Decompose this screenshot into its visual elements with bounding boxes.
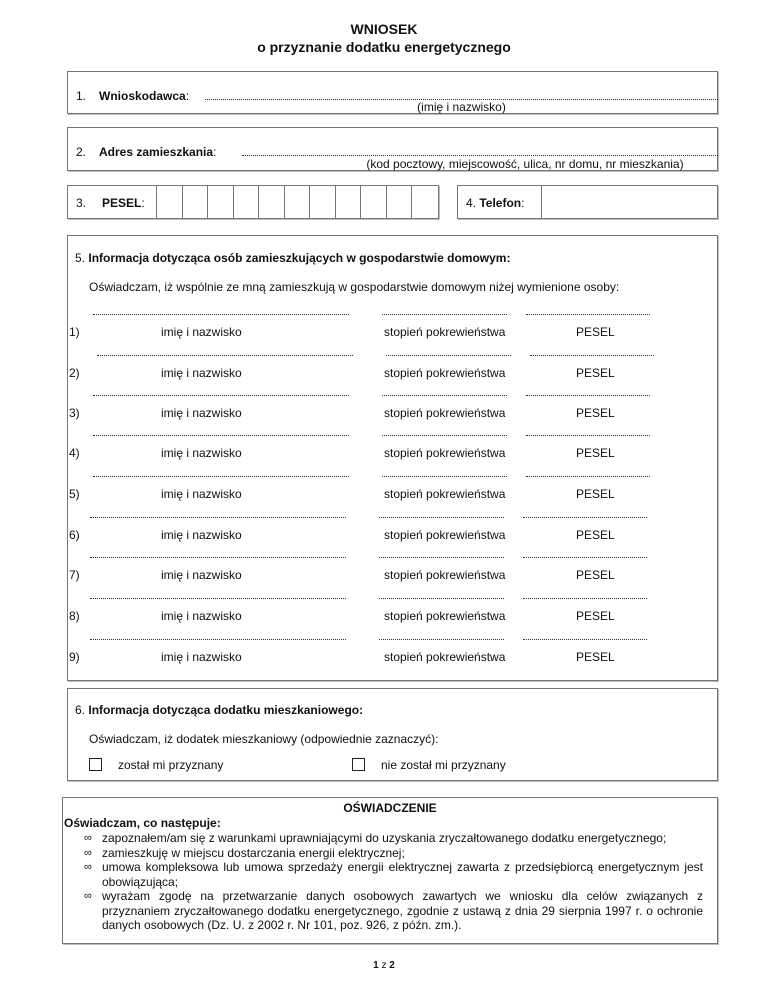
pesel-digit-cell[interactable] <box>284 186 310 218</box>
member-index: 2) <box>69 366 80 380</box>
member-index: 9) <box>69 650 80 664</box>
member-name-label: imię i nazwisko <box>161 406 242 420</box>
member-relation-field[interactable] <box>386 355 511 356</box>
declaration-title: OŚWIADCZENIE <box>343 801 437 815</box>
member-relation-field[interactable] <box>382 314 507 315</box>
member-index: 5) <box>69 487 80 501</box>
housing-allowance-section <box>67 688 718 781</box>
infinity-bullet-icon: ∞ <box>84 846 92 859</box>
household-member-row <box>68 557 717 597</box>
pesel-digit-cell[interactable] <box>258 186 284 218</box>
declaration-list <box>75 831 703 933</box>
member-name-label: imię i nazwisko <box>161 609 242 623</box>
household-member-row <box>68 639 717 679</box>
infinity-bullet-icon: ∞ <box>84 832 92 844</box>
member-name-label: imię i nazwisko <box>161 325 242 339</box>
household-member-row <box>68 598 717 638</box>
declaration-lead: Oświadczam, co następuje: <box>64 816 221 830</box>
pesel-digit-cell[interactable] <box>156 186 182 218</box>
member-pesel-label: PESEL <box>576 366 615 380</box>
member-index: 3) <box>69 406 80 420</box>
pesel-digit-cell[interactable] <box>411 186 437 218</box>
phone-label: 4. Telefon: <box>466 196 525 210</box>
document-subtitle: o przyznanie dodatku energetycznego <box>257 39 511 55</box>
not-granted-checkbox[interactable] <box>352 758 365 771</box>
member-pesel-field[interactable] <box>530 355 654 356</box>
member-name-field[interactable] <box>93 476 349 477</box>
address-hint: (kod pocztowy, miejscowość, ulica, nr domu, nr mieszkania) <box>366 157 684 171</box>
member-pesel-label: PESEL <box>576 650 615 664</box>
section-number: 1. <box>76 89 87 103</box>
member-pesel-field[interactable] <box>526 476 650 477</box>
member-pesel-label: PESEL <box>576 568 615 582</box>
member-pesel-label: PESEL <box>576 609 615 623</box>
member-relation-label: stopień pokrewieństwa <box>384 650 506 664</box>
member-name-label: imię i nazwisko <box>161 568 242 582</box>
member-name-label: imię i nazwisko <box>161 528 242 542</box>
declaration-item: ∞ umowa kompleksowa lub umowa sprzedaży energii elektrycznej zawarta z przedsiębiorcą energetycznym jest obowiązująca; <box>84 860 703 889</box>
infinity-bullet-icon: ∞ <box>84 890 92 902</box>
housing-heading: 6. Informacja dotycząca dodatku mieszkaniowego: <box>75 703 364 717</box>
address-section <box>67 127 718 171</box>
member-name-field[interactable] <box>90 517 346 518</box>
member-relation-field[interactable] <box>379 557 504 558</box>
phone-field[interactable] <box>541 186 719 218</box>
granted-checkbox[interactable] <box>89 758 102 771</box>
member-index: 6) <box>69 528 80 542</box>
applicant-hint: (imię i nazwisko) <box>417 100 506 114</box>
household-heading: 5. Informacja dotycząca osób zamieszkujących w gospodarstwie domowym: <box>75 251 511 265</box>
member-index: 8) <box>69 609 80 623</box>
member-relation-field[interactable] <box>382 395 507 396</box>
pesel-digit-cell[interactable] <box>360 186 386 218</box>
member-relation-label: stopień pokrewieństwa <box>384 487 506 501</box>
member-pesel-field[interactable] <box>523 639 647 640</box>
declaration-item: ∞ wyrażam zgodę na przetwarzanie danych osobowych zawartych we wniosku dla celów związanych z przyznaniem zryczałtowanego dodatku energetycznego, zgodnie z ustawą z dnia 29 sierpnia 1997 r. o ochronie danych osobowych (Dz. U. z 2002 r. Nr 101, poz. 926, z późn. zm.). <box>84 889 703 932</box>
member-relation-label: stopień pokrewieństwa <box>384 568 506 582</box>
member-name-label: imię i nazwisko <box>161 446 242 460</box>
member-pesel-label: PESEL <box>576 487 615 501</box>
pesel-label: PESEL: <box>102 196 145 210</box>
member-pesel-label: PESEL <box>576 406 615 420</box>
address-field[interactable] <box>242 155 718 156</box>
household-member-row <box>68 476 717 516</box>
household-member-row <box>68 314 717 354</box>
member-name-field[interactable] <box>90 557 346 558</box>
member-name-field[interactable] <box>90 639 346 640</box>
household-members-list <box>68 314 717 674</box>
member-relation-field[interactable] <box>382 476 507 477</box>
household-member-row <box>68 435 717 475</box>
phone-section <box>457 185 718 219</box>
member-name-label: imię i nazwisko <box>161 366 242 380</box>
member-name-field[interactable] <box>93 435 349 436</box>
pesel-digit-cell[interactable] <box>386 186 412 218</box>
member-relation-label: stopień pokrewieństwa <box>384 528 506 542</box>
member-pesel-label: PESEL <box>576 528 615 542</box>
household-member-row <box>68 395 717 435</box>
member-pesel-field[interactable] <box>523 598 647 599</box>
pesel-section <box>67 185 439 219</box>
member-name-label: imię i nazwisko <box>161 650 242 664</box>
member-pesel-label: PESEL <box>576 446 615 460</box>
member-name-label: imię i nazwisko <box>161 487 242 501</box>
declaration-section <box>62 797 718 944</box>
pesel-digit-cell[interactable] <box>233 186 259 218</box>
section-number: 3. <box>76 196 87 210</box>
member-pesel-field[interactable] <box>526 435 650 436</box>
address-label: Adres zamieszkania: <box>99 145 217 159</box>
member-pesel-label: PESEL <box>576 325 615 339</box>
infinity-bullet-icon: ∞ <box>84 861 92 873</box>
pesel-digit-cell[interactable] <box>207 186 233 218</box>
section-number: 2. <box>76 145 87 159</box>
applicant-section <box>67 71 718 114</box>
pesel-digit-cell[interactable] <box>335 186 361 218</box>
member-pesel-field[interactable] <box>523 557 647 558</box>
member-relation-label: stopień pokrewieństwa <box>384 609 506 623</box>
member-relation-label: stopień pokrewieństwa <box>384 366 506 380</box>
member-relation-label: stopień pokrewieństwa <box>384 406 506 420</box>
granted-option-label: został mi przyznany <box>118 758 224 772</box>
pesel-digit-cell[interactable] <box>182 186 208 218</box>
not-granted-option-label: nie został mi przyznany <box>381 758 506 772</box>
document-title: WNIOSEK <box>350 21 418 37</box>
member-relation-field[interactable] <box>379 517 504 518</box>
member-relation-field[interactable] <box>379 598 504 599</box>
housing-intro: Oświadczam, iż dodatek mieszkaniowy (odpowiednie zaznaczyć): <box>89 732 439 746</box>
member-name-field[interactable] <box>90 598 346 599</box>
member-index: 1) <box>69 325 80 339</box>
pesel-digit-cell[interactable] <box>309 186 335 218</box>
page-counter: 1 z 2 <box>373 960 395 971</box>
household-member-row <box>68 517 717 557</box>
member-pesel-field[interactable] <box>523 517 647 518</box>
pesel-digit-grid <box>156 186 437 218</box>
household-member-row <box>68 355 717 395</box>
member-index: 4) <box>69 446 80 460</box>
applicant-label: Wnioskodawca: <box>99 89 190 103</box>
household-members-section <box>67 235 718 681</box>
member-relation-field[interactable] <box>382 435 507 436</box>
member-index: 7) <box>69 568 80 582</box>
member-pesel-field[interactable] <box>526 395 650 396</box>
household-intro: Oświadczam, iż wspólnie ze mną zamieszkują w gospodarstwie domowym niżej wymienione osoby: <box>89 280 620 294</box>
member-name-field[interactable] <box>93 395 349 396</box>
member-name-field[interactable] <box>97 355 353 356</box>
member-pesel-field[interactable] <box>526 314 650 315</box>
member-name-field[interactable] <box>93 314 349 315</box>
declaration-item: ∞ zamieszkuję w miejscu dostarczania energii elektrycznej; <box>84 845 405 860</box>
declaration-item: ∞ zapoznałem/am się z warunkami uprawniającymi do uzyskania zryczałtowanego dodatku energetycznego; <box>84 831 667 845</box>
member-relation-label: stopień pokrewieństwa <box>384 325 506 339</box>
member-relation-field[interactable] <box>379 639 504 640</box>
member-relation-label: stopień pokrewieństwa <box>384 446 506 460</box>
